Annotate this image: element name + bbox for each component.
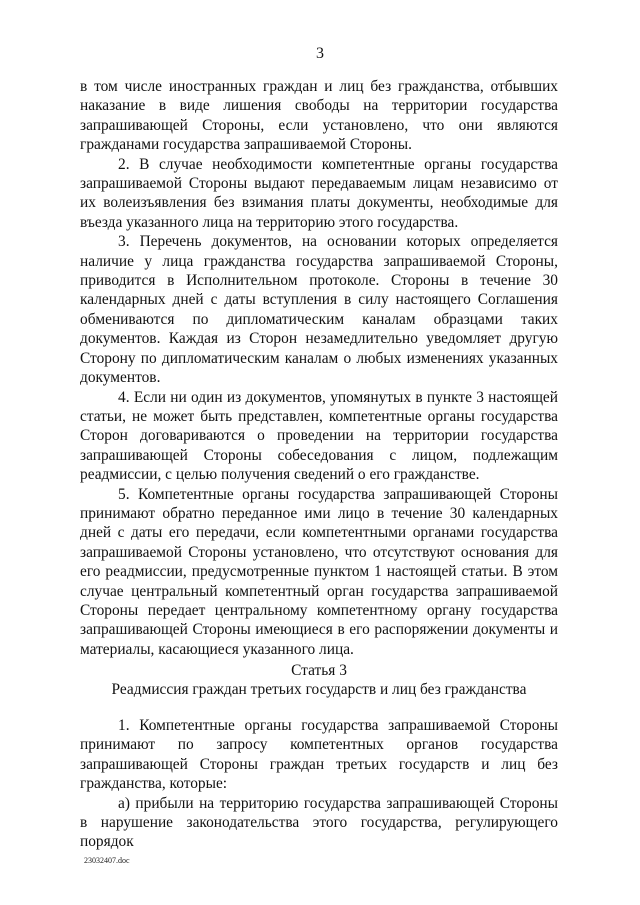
paragraph-continuation: в том числе иностранных граждан и лиц без гражданства, отбывших наказание в виде лишения свободы на территории государства запрашивающей Стороны, если установлено, что они являются гражданами государства запрашиваемой Стороны. xyxy=(80,78,558,154)
article-title: Реадмиссия граждан третьих государств и лиц без гражданства xyxy=(111,681,527,698)
body-text-article xyxy=(80,716,558,852)
body-text-top xyxy=(80,77,558,659)
article-number: Статья 3 xyxy=(291,662,347,679)
paragraph-item-3: 3. Перечень документов, на основании которых определяется наличие у лица гражданства государства запрашиваемой Стороны, приводится в Исполнительном протоколе. Стороны в течение 30 календарных дней с даты вступления в силу настоящего Соглашения обмениваются по дипломатическим каналам образцами таких документов. Каждая из Сторон незамедлительно уведомляет другую Сторону по дипломатическим каналам о любых изменениях указанных документов. xyxy=(80,233,558,387)
article-paragraph-1: 1. Компетентные органы государства запрашиваемой Стороны принимают по запросу компетентных органов государства запрашивающей Стороны граждан третьих государств и лиц без гражданства, которые: xyxy=(80,717,558,793)
article-subparagraph-a: а) прибыли на территорию государства запрашивающей Стороны в нарушение законодательства этого государства, регулирующего порядок xyxy=(80,794,558,851)
paragraph-item-5: 5. Компетентные органы государства запрашивающей Стороны принимают обратно переданное ими лицо в течение 30 календарных дней с даты его передачи, если компетентными органами государства запрашиваемой Стороны установлено, что отсутствуют основания для его реадмиссии, предусмотренные пунктом 1 настоящей статьи. В этом случае центральный компетентный орган государства запрашиваемой Стороны передает центральному компетентному органу государства запрашивающей Стороны имеющиеся в его распоряжении документы и материалы, касающиеся указанного лица. xyxy=(80,485,558,658)
footer-filename: 23032407.doc xyxy=(84,856,130,865)
paragraph-item-2: 2. В случае необходимости компетентные органы государства запрашиваемой Стороны выдают передаваемым лицам независимо от их волеизъявления без взимания платы документы, необходимые для въезда указанного лица на территорию этого государства. xyxy=(80,155,558,231)
paragraph-item-4: 4. Если ни один из документов, упомянутых в пункте 3 настоящей статьи, не может быть представлен, компетентные органы государства Сторон договариваются о проведении на территории государства запрашивающей Стороны собеседования с лицом, подлежащим реадмиссии, с целью получения сведений о его гражданстве. xyxy=(80,388,558,484)
page-number: 3 xyxy=(316,45,324,62)
